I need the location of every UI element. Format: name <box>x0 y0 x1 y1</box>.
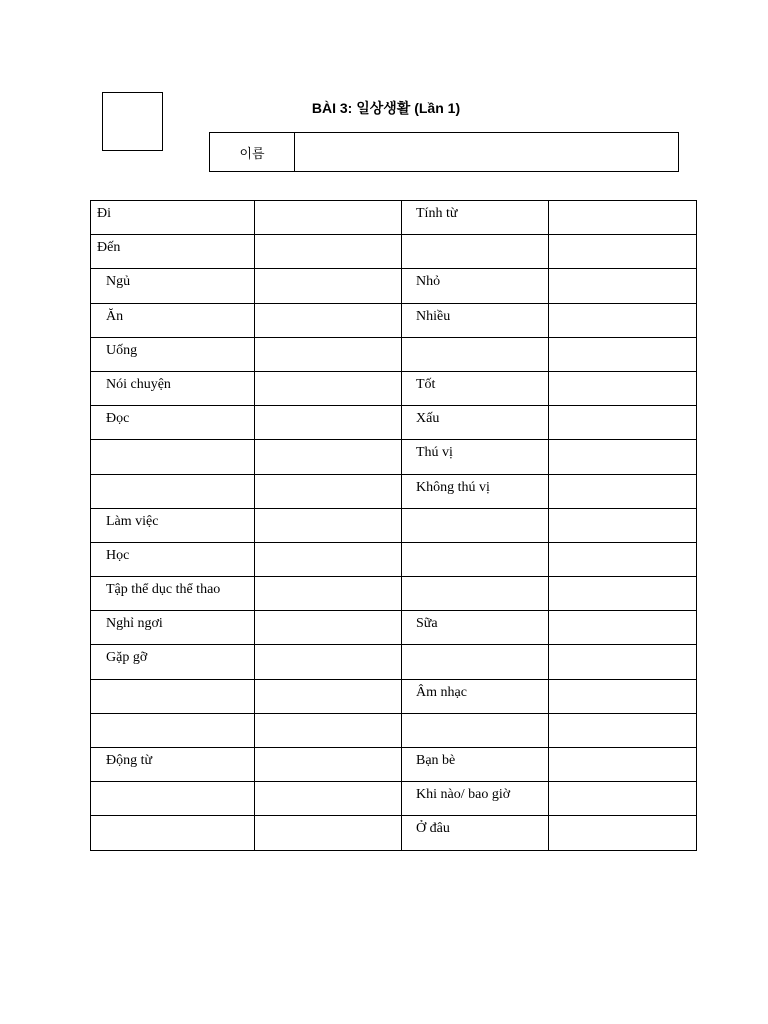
answer-cell-right[interactable] <box>549 474 697 508</box>
answer-cell-left-text <box>255 372 401 377</box>
vocab-table-body <box>91 201 697 851</box>
table-row <box>91 577 697 611</box>
vocab-word-right-text <box>402 714 548 719</box>
vocab-word-right-text: Xấu <box>416 411 440 427</box>
vocab-word-left <box>91 542 255 576</box>
vocab-word-right-text: Ở đâu <box>416 821 450 837</box>
vocab-word-right <box>402 611 549 645</box>
answer-cell-left[interactable] <box>255 748 402 782</box>
answer-cell-left-text <box>255 201 401 206</box>
answer-cell-right-text <box>549 235 696 240</box>
answer-cell-left-text <box>255 577 401 582</box>
vocab-word-right <box>402 201 549 235</box>
answer-cell-right-text <box>549 611 696 616</box>
table-row <box>91 440 697 474</box>
vocab-word-left <box>91 748 255 782</box>
answer-cell-right[interactable] <box>549 406 697 440</box>
vocab-word-right-text <box>402 543 548 548</box>
vocab-word-left-text <box>91 782 254 787</box>
answer-cell-right-text <box>549 782 696 787</box>
name-row <box>210 133 679 172</box>
answer-cell-left-text <box>255 748 401 753</box>
vocab-word-right-text: Nhiều <box>416 308 451 324</box>
vocab-word-left <box>91 474 255 508</box>
vocab-word-left <box>91 440 255 474</box>
vocab-word-left-text: Tập thể dục thể thao <box>106 582 221 598</box>
vocab-word-right <box>402 713 549 747</box>
vocab-word-right <box>402 303 549 337</box>
table-row <box>91 406 697 440</box>
vocab-word-left <box>91 816 255 850</box>
answer-cell-right-text <box>549 577 696 582</box>
answer-cell-left[interactable] <box>255 542 402 576</box>
vocab-word-left <box>91 713 255 747</box>
vocab-word-left <box>91 371 255 405</box>
answer-cell-left-text <box>255 645 401 650</box>
vocab-word-left <box>91 577 255 611</box>
vocab-word-left-text: Đọc <box>106 411 130 427</box>
vocab-word-left-text: Ngủ <box>106 274 131 290</box>
vocab-word-right-text: Tính từ <box>416 206 458 221</box>
answer-cell-right-text <box>549 304 696 309</box>
vocab-word-left-text <box>91 440 254 445</box>
table-row <box>91 371 697 405</box>
answer-cell-right-text <box>549 338 696 343</box>
answer-cell-right-text <box>549 680 696 685</box>
vocab-word-left-text <box>91 475 254 480</box>
name-table <box>209 132 679 172</box>
table-row <box>91 679 697 713</box>
answer-cell-left[interactable] <box>255 303 402 337</box>
answer-cell-left[interactable] <box>255 235 402 269</box>
vocab-word-left-text: Đến <box>97 240 121 256</box>
answer-cell-left[interactable] <box>255 713 402 747</box>
vocab-word-right-text <box>402 645 548 650</box>
table-row <box>91 645 697 679</box>
vocab-word-right <box>402 748 549 782</box>
answer-cell-left[interactable] <box>255 577 402 611</box>
answer-cell-left[interactable] <box>255 406 402 440</box>
answer-cell-right-text <box>549 714 696 719</box>
answer-cell-right-text <box>549 475 696 480</box>
answer-cell-left-text <box>255 714 401 719</box>
vocab-word-left <box>91 337 255 371</box>
vocab-word-right-text <box>402 235 548 240</box>
vocab-word-right-text <box>402 577 548 582</box>
vocab-word-left <box>91 269 255 303</box>
answer-cell-right-text <box>549 269 696 274</box>
answer-cell-right[interactable] <box>549 816 697 850</box>
answer-cell-left-text <box>255 440 401 445</box>
answer-cell-left[interactable] <box>255 337 402 371</box>
answer-cell-right[interactable] <box>549 201 697 235</box>
answer-cell-right[interactable] <box>549 713 697 747</box>
answer-cell-right-text <box>549 543 696 548</box>
vocab-word-right <box>402 542 549 576</box>
answer-cell-left-text <box>255 543 401 548</box>
vocab-word-right-text: Âm nhạc <box>416 684 467 700</box>
answer-cell-right-text <box>549 816 696 821</box>
vocab-word-right <box>402 474 549 508</box>
vocab-word-left <box>91 645 255 679</box>
answer-cell-left-text <box>255 782 401 787</box>
vocab-word-right-text: Bạn bè <box>416 753 456 768</box>
vocab-word-left-text: Gặp gỡ <box>106 650 148 666</box>
table-row <box>91 611 697 645</box>
answer-cell-left[interactable] <box>255 816 402 850</box>
vocab-word-right <box>402 645 549 679</box>
vocab-word-right-text: Thú vị <box>416 445 453 461</box>
vocab-word-left <box>91 782 255 816</box>
vocab-word-right <box>402 440 549 474</box>
answer-cell-left[interactable] <box>255 645 402 679</box>
answer-cell-left-text <box>255 406 401 411</box>
answer-cell-right[interactable] <box>549 440 697 474</box>
answer-cell-right-text <box>549 440 696 445</box>
answer-cell-left[interactable] <box>255 508 402 542</box>
table-row <box>91 713 697 747</box>
answer-cell-left[interactable] <box>255 440 402 474</box>
table-row <box>91 816 697 850</box>
table-row <box>91 748 697 782</box>
answer-cell-right[interactable] <box>549 611 697 645</box>
answer-cell-left[interactable] <box>255 371 402 405</box>
vocab-word-right-text: Sữa <box>416 616 438 632</box>
answer-cell-left[interactable] <box>255 201 402 235</box>
answer-cell-right[interactable] <box>549 645 697 679</box>
name-label: 이름 <box>210 133 295 172</box>
answer-cell-right-text <box>549 645 696 650</box>
answer-cell-right[interactable] <box>549 679 697 713</box>
vocab-word-right <box>402 816 549 850</box>
vocab-table <box>90 200 697 851</box>
table-row <box>91 201 697 235</box>
vocab-word-right-text <box>402 338 548 343</box>
page-title: BÀI 3: 일상생활 (Lần 1) <box>311 100 461 116</box>
vocab-word-left-text <box>91 680 254 685</box>
answer-cell-right-text <box>549 372 696 377</box>
answer-cell-right[interactable] <box>549 508 697 542</box>
vocab-word-right <box>402 337 549 371</box>
vocab-word-right <box>402 371 549 405</box>
vocab-word-left <box>91 611 255 645</box>
vocab-word-left-text <box>91 714 254 719</box>
answer-cell-right[interactable] <box>549 577 697 611</box>
answer-cell-right[interactable] <box>549 235 697 269</box>
vocab-word-right-text: Không thú vị <box>416 479 490 495</box>
vocab-word-left-text <box>91 816 254 821</box>
answer-cell-right-text <box>549 406 696 411</box>
answer-cell-left-text <box>255 338 401 343</box>
vocab-word-left-text: Động từ <box>106 753 153 768</box>
vocab-word-right-text: Tốt <box>416 376 436 392</box>
table-row <box>91 508 697 542</box>
vocab-word-left <box>91 201 255 235</box>
answer-cell-right-text <box>549 201 696 206</box>
vocab-word-left <box>91 303 255 337</box>
answer-cell-right-text <box>549 509 696 514</box>
vocab-word-right <box>402 269 549 303</box>
vocab-word-left-text: Uống <box>106 342 138 358</box>
vocab-word-right <box>402 577 549 611</box>
answer-cell-right[interactable] <box>549 303 697 337</box>
name-field[interactable] <box>295 133 679 172</box>
vocab-word-left-text: Ăn <box>106 308 124 324</box>
answer-cell-right-text <box>549 748 696 753</box>
vocab-word-left-text: Học <box>106 547 130 563</box>
answer-cell-left-text <box>255 816 401 821</box>
vocab-word-left <box>91 679 255 713</box>
answer-cell-left-text <box>255 269 401 274</box>
answer-cell-left-text <box>255 509 401 514</box>
vocab-word-right <box>402 679 549 713</box>
answer-cell-left-text <box>255 680 401 685</box>
vocab-word-right-text <box>402 509 548 514</box>
vocab-word-right <box>402 235 549 269</box>
table-row <box>91 337 697 371</box>
vocab-word-left-text: Đi <box>97 206 111 221</box>
vocab-word-left <box>91 235 255 269</box>
vocab-word-left <box>91 406 255 440</box>
answer-cell-left-text <box>255 235 401 240</box>
vocab-word-right-text: Nhỏ <box>416 274 441 290</box>
table-row <box>91 269 697 303</box>
answer-cell-left-text <box>255 475 401 480</box>
answer-cell-left-text <box>255 611 401 616</box>
answer-cell-right[interactable] <box>549 337 697 371</box>
table-row <box>91 782 697 816</box>
table-row <box>91 542 697 576</box>
vocab-word-right <box>402 406 549 440</box>
vocab-word-left-text: Làm việc <box>106 513 159 529</box>
vocab-word-left <box>91 508 255 542</box>
table-row <box>91 235 697 269</box>
answer-cell-right[interactable] <box>549 269 697 303</box>
answer-cell-left[interactable] <box>255 679 402 713</box>
vocab-word-right <box>402 782 549 816</box>
answer-cell-left-text <box>255 304 401 309</box>
table-row <box>91 474 697 508</box>
answer-cell-left[interactable] <box>255 269 402 303</box>
vocab-word-left-text: Nói chuyện <box>106 376 171 392</box>
vocab-word-right-text: Khi nào/ bao giờ <box>416 787 511 803</box>
answer-cell-left[interactable] <box>255 611 402 645</box>
answer-cell-left[interactable] <box>255 782 402 816</box>
table-row <box>91 303 697 337</box>
vocab-word-right <box>402 508 549 542</box>
answer-cell-right[interactable] <box>549 782 697 816</box>
answer-cell-right[interactable] <box>549 371 697 405</box>
answer-cell-right[interactable] <box>549 748 697 782</box>
vocab-word-left-text: Nghỉ ngơi <box>106 616 163 632</box>
answer-cell-right[interactable] <box>549 542 697 576</box>
answer-cell-left[interactable] <box>255 474 402 508</box>
